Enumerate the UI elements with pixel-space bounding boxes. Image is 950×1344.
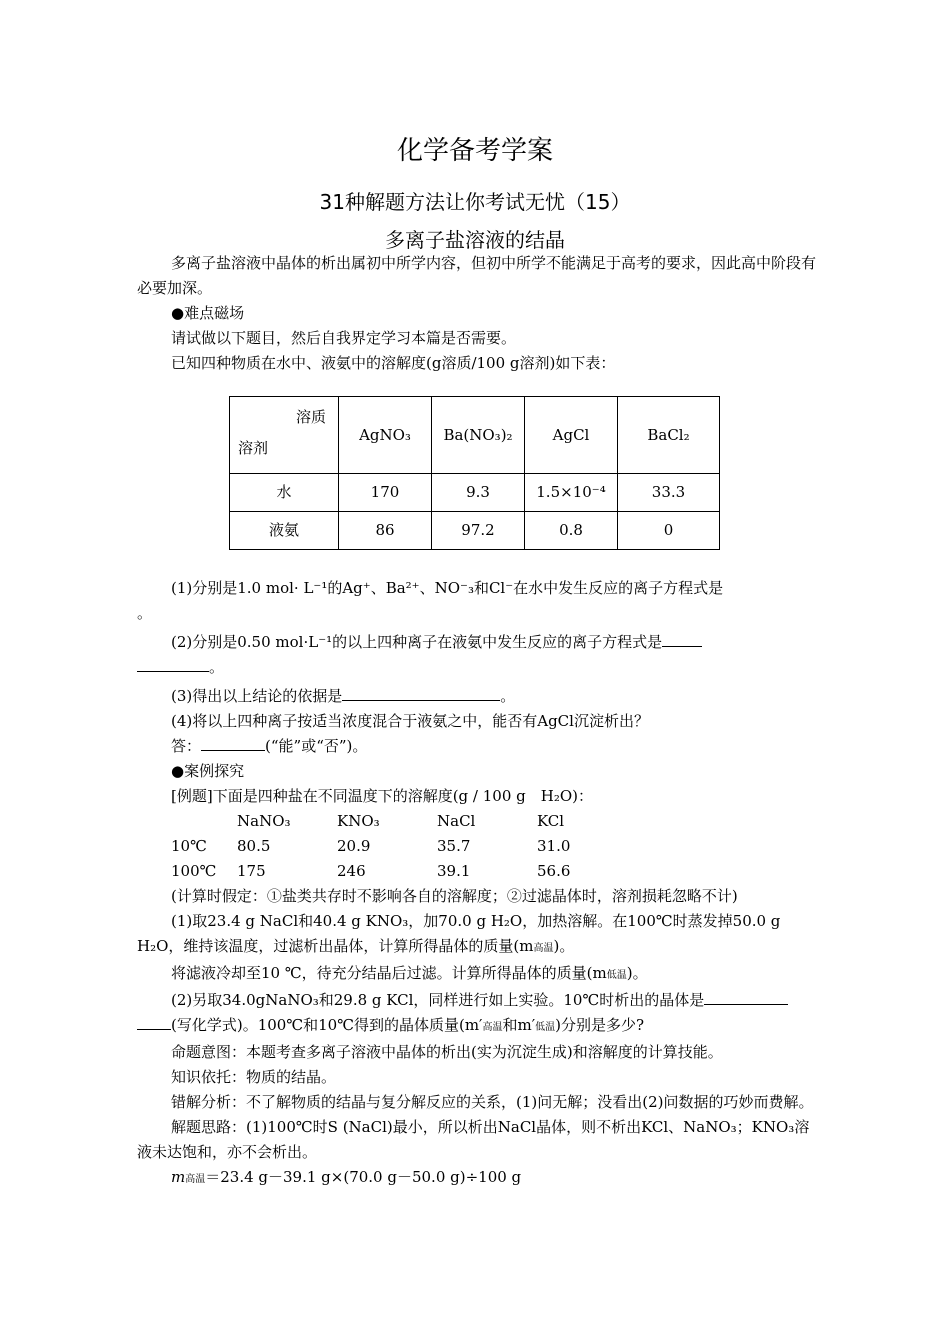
table-cell: 35.7 (437, 837, 471, 855)
column-header: BaCl₂ (618, 397, 720, 474)
corner-solute-label: 溶质 (295, 408, 326, 426)
answer-blank[interactable] (201, 736, 265, 751)
doc-topic: 多离子盐溶液的结晶 (385, 228, 565, 252)
table-cell: 20.9 (337, 837, 371, 855)
table-row (230, 474, 720, 512)
column-header: NaNO₃ (237, 812, 291, 830)
column-header: Ba(NO₃)₂ (432, 397, 525, 474)
doc-body (137, 251, 817, 1192)
section-heading-case: ●案例探究 (171, 762, 245, 780)
row-label: 100℃ (171, 862, 217, 880)
example-part-2: (2)另取34.0gNaNO₃和29.8 g KCl，同样进行如上实验。10℃时析出的晶体是 (写化学式)。100℃和10℃得到的晶体质量(m′高温和m′低温)分别是多少? (137, 988, 817, 1040)
table-header-row (230, 397, 720, 474)
knowledge-basis: 知识依托：物质的结晶。 (171, 1068, 337, 1086)
column-header: AgCl (525, 397, 618, 474)
column-header: NaCl (437, 812, 476, 830)
table-cell: 0.8 (525, 512, 618, 550)
question-3: (3)得出以上结论的依据是 。 (171, 687, 516, 705)
doc-subtitle: 31种解题方法让你考试无忧（15） (319, 190, 631, 214)
column-header: KCl (537, 812, 565, 830)
table-cell (171, 809, 237, 834)
intro-paragraph: 多离子盐溶液中晶体的析出属初中所学内容，但初中所学不能满足于高考的要求，因此高中阶段有必要加深。 (137, 254, 817, 297)
answer-blank[interactable] (662, 632, 702, 647)
table-cell: 170 (339, 474, 432, 512)
table-cell: 39.1 (437, 862, 471, 880)
row-label: 水 (230, 474, 339, 512)
table-cell: 56.6 (537, 862, 571, 880)
answer-blank[interactable] (342, 686, 500, 701)
corner-solvent-label: 溶剂 (238, 439, 269, 457)
table-corner-cell (230, 397, 339, 474)
table-cell: 9.3 (432, 474, 525, 512)
example-solubility-table (137, 809, 817, 884)
table-cell: 0 (618, 512, 720, 550)
solution-idea: 解题思路：(1)100℃时S (NaCl)最小，所以析出NaCl晶体，则不析出KCl、NaNO₃；KNO₃溶液未达饱和，亦不会析出。 (137, 1118, 810, 1161)
doc-title: 化学备考学案 (396, 136, 553, 166)
question-1: (1)分别是1.0 mol· L⁻¹的Ag⁺、Ba²⁺、NO⁻₃和Cl⁻在水中发生反应的离子方程式是 。 (137, 579, 724, 622)
answer-blank[interactable] (137, 1015, 171, 1030)
solubility-table (229, 396, 720, 550)
question-4: (4)将以上四种离子按适当浓度混合于液氨之中，能否有AgCl沉淀析出？ (171, 712, 649, 730)
formula-line: m高温＝23.4 g－39.1 g×(70.0 g－50.0 g)÷100 g (171, 1168, 522, 1186)
row-label: 10℃ (171, 837, 207, 855)
question-2: (2)分别是0.50 mol·L⁻¹的以上四种离子在液氨中发生反应的离子方程式是 。 (137, 630, 817, 680)
example-intro: [例题]下面是四种盐在不同温度下的溶解度(g / 100 g H₂O)： (171, 787, 593, 805)
answer-blank[interactable] (137, 657, 209, 672)
design-intent: 命题意图：本题考查多离子溶液中晶体的析出(实为沉淀生成)和溶解度的计算技能。 (171, 1043, 723, 1061)
table-cell: 97.2 (432, 512, 525, 550)
example-part-1: (1)取23.4 g NaCl和40.4 g KNO₃，加70.0 g H₂O，加热溶解。在100℃时蒸发掉50.0 g H₂O，维持该温度，过滤析出晶体，计算所得晶体的质量(m高温)。 (137, 912, 781, 955)
example-part-1b: 将滤液冷却至10 ℃，待充分结晶后过滤。计算所得晶体的质量(m低温)。 (171, 964, 648, 982)
table-cell: 80.5 (237, 837, 271, 855)
table-row (230, 512, 720, 550)
calculation-assumption: (计算时假定：①盐类共存时不影响各自的溶解度；②过滤晶体时，溶剂损耗忽略不计) (171, 887, 738, 905)
row-label: 液氨 (230, 512, 339, 550)
table-cell: 31.0 (537, 837, 571, 855)
column-header: AgNO₃ (339, 397, 432, 474)
table-cell: 175 (237, 862, 266, 880)
instruction-paragraph: 请试做以下题目，然后自我界定学习本篇是否需要。 (171, 329, 517, 347)
table-intro: 已知四种物质在水中、液氨中的溶解度(g溶质/100 g溶剂)如下表： (171, 354, 616, 372)
column-header: KNO₃ (337, 812, 380, 830)
answer-line: 答： (“能”或“否”)。 (171, 737, 368, 755)
table-cell: 1.5×10⁻⁴ (525, 474, 618, 512)
table-cell: 33.3 (618, 474, 720, 512)
table-cell: 246 (337, 862, 366, 880)
table-cell: 86 (339, 512, 432, 550)
error-analysis: 错解分析：不了解物质的结晶与复分解反应的关系，(1)问无解；没看出(2)问数据的巧妙而费解。 (171, 1093, 814, 1111)
answer-blank[interactable] (704, 990, 788, 1005)
section-heading-difficulty: ●难点磁场 (171, 304, 245, 322)
